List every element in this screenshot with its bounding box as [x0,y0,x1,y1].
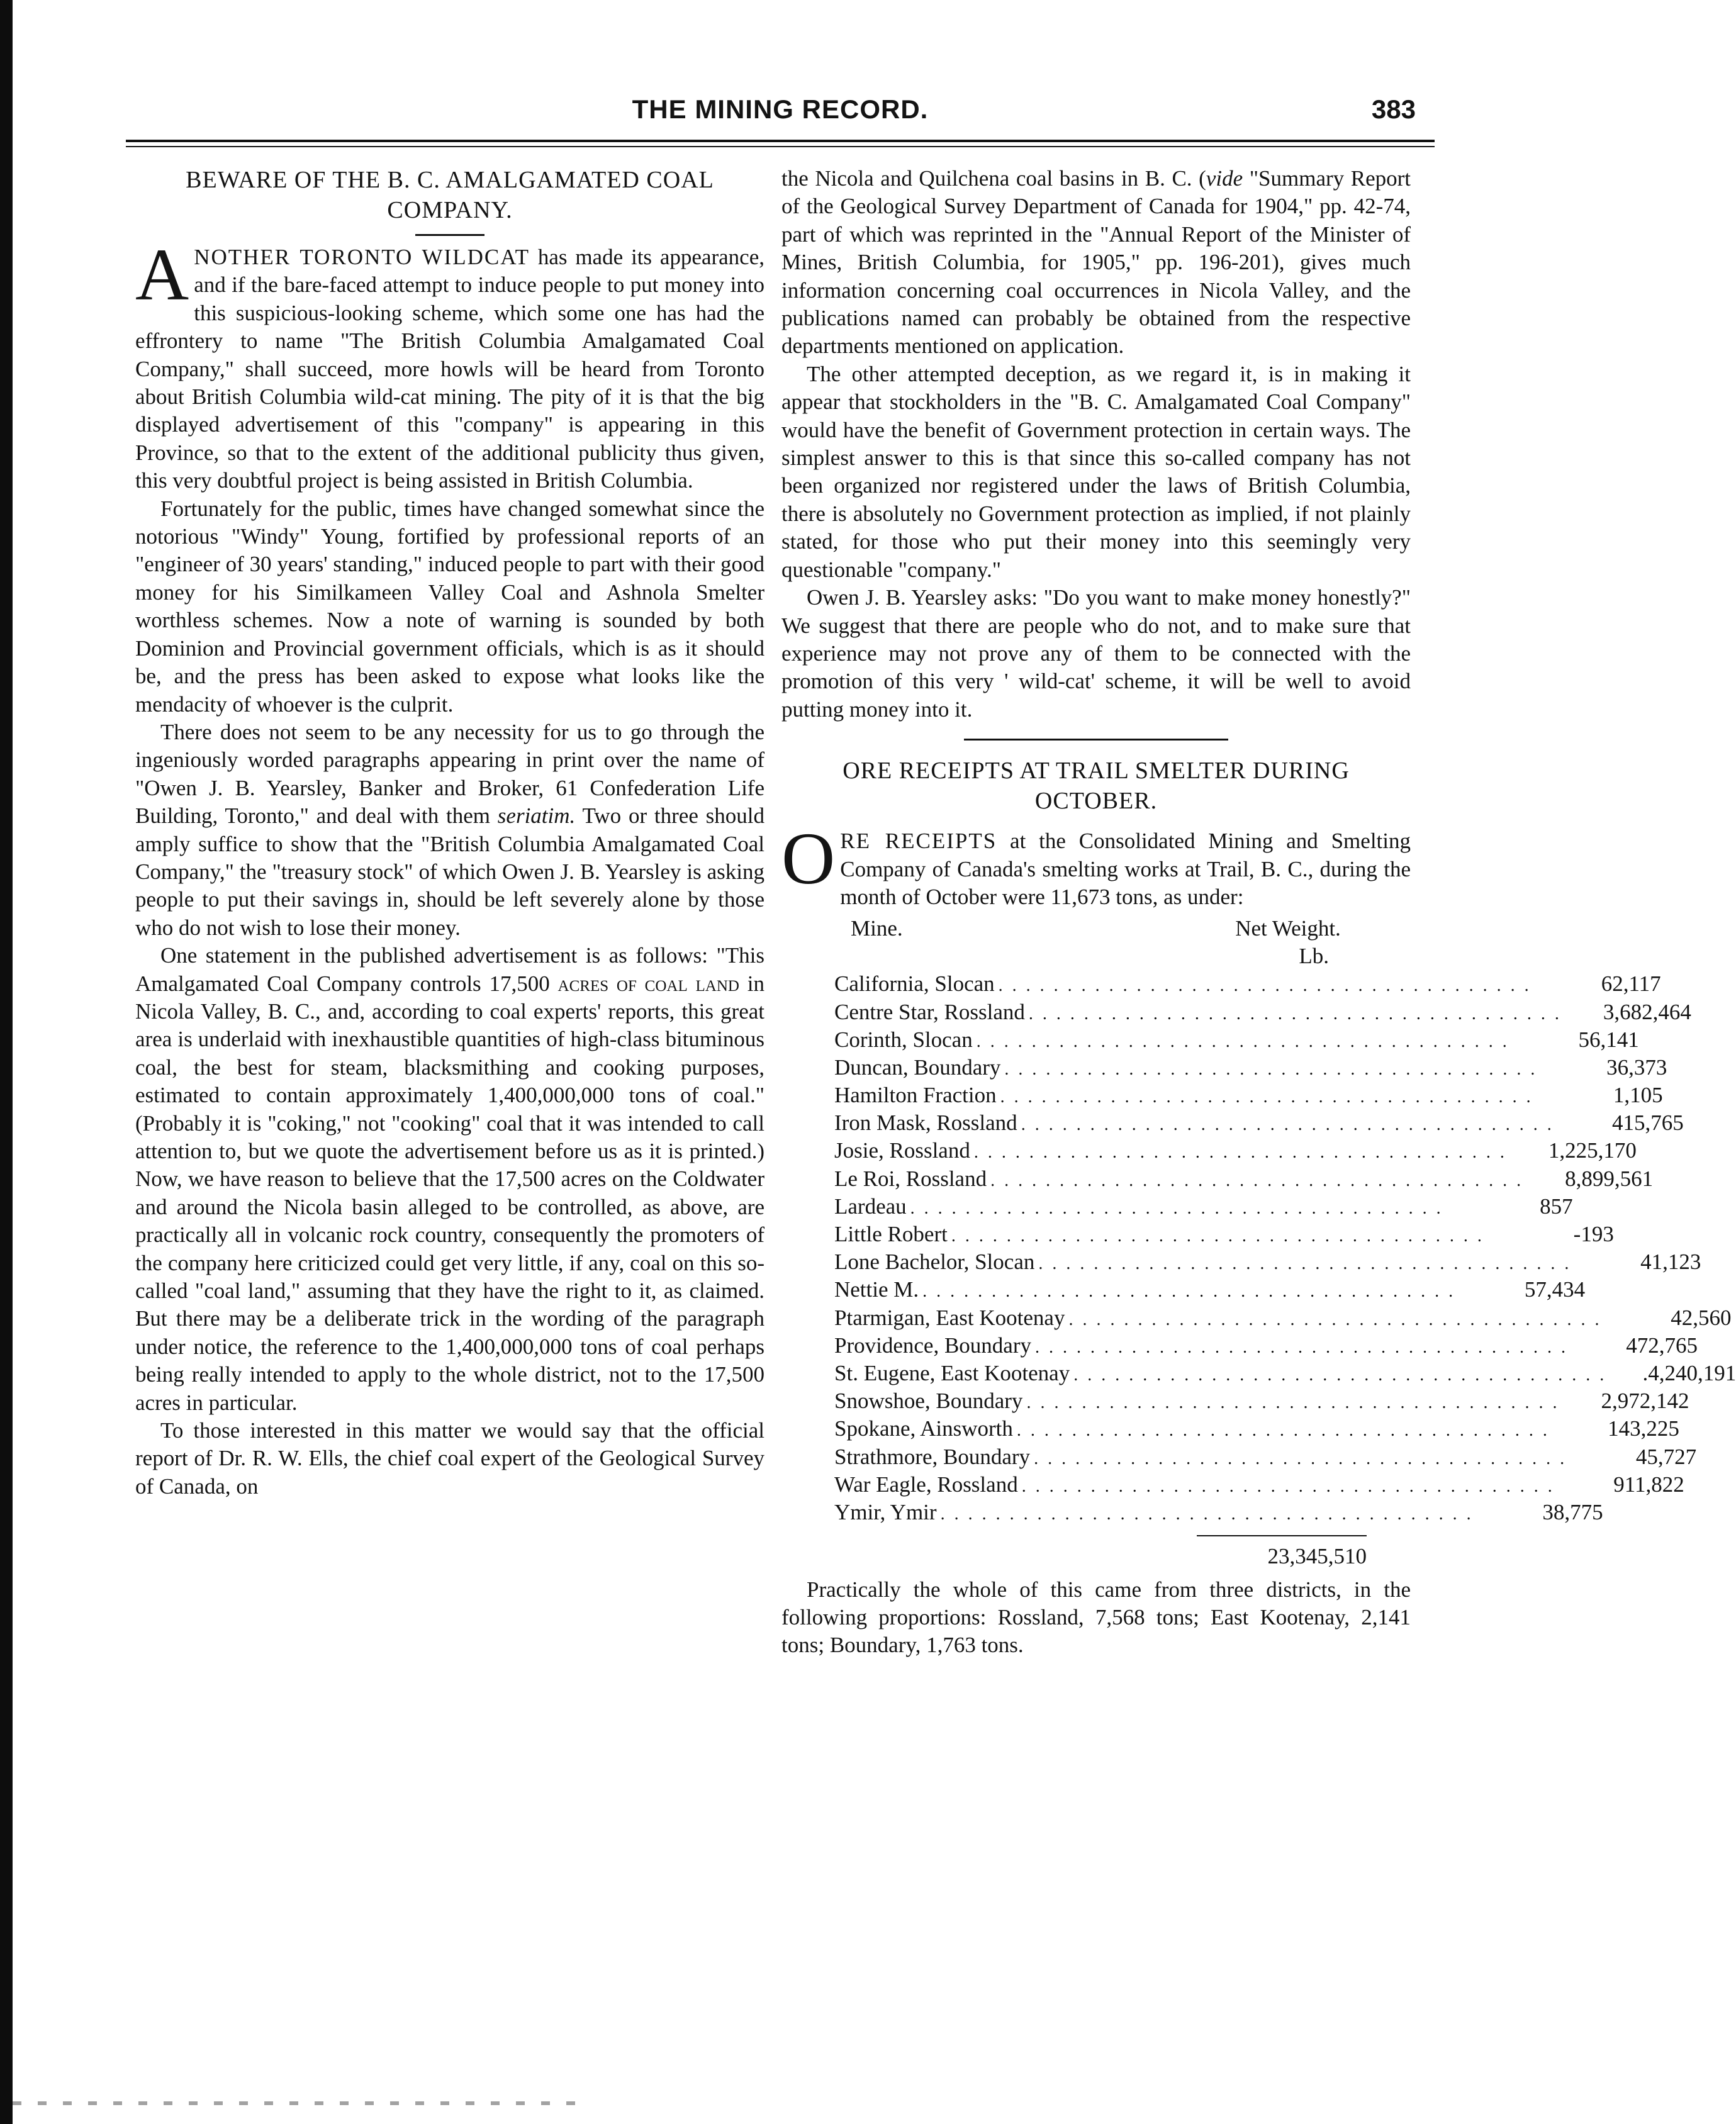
table-row [781,1082,1663,1109]
table-row [781,1137,1637,1165]
net-weight: 143,225 [1608,1416,1679,1441]
paragraph-text: Two or three should amply suffice to show that the "British Columbia Amalgamated Coal Company," the "treasury stock" of which Owen J. B. Yearsley is asking people to put their savings in, should be left severely alone by those who do not wish to lose their money. [135,803,764,940]
article-headline: BEWARE OF THE B. C. AMALGAMATED COAL COMPANY. [186,167,714,223]
article-paragraph [135,233,764,495]
mine-name: Corinth, Slocan [834,1027,973,1052]
mine-name: Lone Bachelor, Slocan [834,1249,1035,1275]
headline-rule [415,234,484,236]
lead-in: NOTHER TORONTO WILDCAT [194,245,530,269]
mine-name: California, Slocan [834,971,995,997]
article-paragraph: Fortunately for the public, times have changed somewhat since the notorious "Windy" Young, fortified by professional reports of an "engineer of 30 years' standing," induced people to part with their good money for his Similkameen Valley Coal and Ashnola Smelter worthless schemes. Now a note of warning is sounded by both Dominion and Provincial government officials, which is as it should be, and the press has been asked to expose what looks like the mendacity of whoever is the culprit. [135,496,764,717]
running-title: THE MINING RECORD. [632,94,929,124]
mine-name: Spokane, Ainsworth [834,1416,1013,1441]
dot-leader: . . . . . . . . . . . . . . . . . . . . . . . . . . . . . . . . . . . . . . . [998,976,1532,996]
dot-leader: . . . . . . . . . . . . . . . . . . . . . . . . . . . . . . . . . . . . . . . [1038,1254,1572,1274]
dot-leader: . . . . . . . . . . . . . . . . . . . . . . . . . . . . . . . . . . . . . . . [1073,1365,1607,1385]
net-weight: 911,822 [1613,1472,1684,1497]
net-weight: 56,141 [1578,1027,1639,1052]
lead-in: RE RECEIPTS [840,829,997,854]
mine-name: Hamilton Fraction [834,1083,997,1108]
mine-name: Le Roi, Rossland [834,1166,987,1191]
dot-leader: . . . . . . . . . . . . . . . . . . . . . . . . . . . . . . . . . . . . . . . [1026,1393,1560,1413]
page-header [126,94,1435,138]
table-row [781,1499,1603,1526]
right-column [781,165,1736,1660]
mine-name: Nettie M. [834,1277,919,1302]
dot-leader: . . . . . . . . . . . . . . . . . . . . . . . . . . . . . . . . . . . . . . . [1021,1476,1555,1496]
table-row [781,1193,1573,1221]
drop-cap: O [781,817,836,900]
table-row [781,970,1661,998]
table-total: 23,345,510 [1267,1544,1367,1569]
article-headline: ORE RECEIPTS AT TRAIL SMELTER DURING OCTOBER. [843,757,1350,815]
table-row [781,1387,1689,1415]
table-row [781,1221,1614,1248]
article-paragraph [135,718,764,942]
article-separator [964,739,1228,741]
mine-name: Duncan, Boundary [834,1054,1001,1080]
table-row [781,1109,1684,1137]
net-weight: 57,434 [1524,1277,1586,1302]
header-rule [126,140,1435,147]
dot-leader: . . . . . . . . . . . . . . . . . . . . . . . . . . . . . . . . . . . . . . . [940,1504,1474,1524]
mine-name: Ymir, Ymir [834,1499,937,1524]
table-row [781,1165,1654,1193]
dot-leader: . . . . . . . . . . . . . . . . . . . . . . . . . . . . . . . . . . . . . . . [1000,1087,1533,1107]
column-header-mine: Mine. [851,916,903,941]
net-weight: 8,899,561 [1565,1166,1654,1191]
net-weight: 472,765 [1626,1333,1698,1358]
dot-leader: . . . . . . . . . . . . . . . . . . . . . . . . . . . . . . . . . . . . . . . [1016,1421,1550,1441]
mine-name: Centre Star, Rossland [834,999,1025,1024]
dot-leader: . . . . . . . . . . . . . . . . . . . . . . . . . . . . . . . . . . . . . . . [990,1170,1524,1190]
dot-leader: . . . . . . . . . . . . . . . . . . . . . . . . . . . . . . . . . . . . . . . [1034,1337,1568,1357]
scan-binding-edge [0,0,13,2124]
paragraph-text: There does not seem to be any necessity for us to go through the ingeniously worded paragraphs appearing in print over the name of "Owen J. B. Yearsley, Banker and Broker, 61 Confederation Life Building, Toronto," and deal with them [135,719,764,829]
table-row [781,1248,1701,1276]
paragraph-text: the Nicola and Quilchena coal basins in B. C. ( [781,166,1206,191]
mine-name: St. Eugene, East Kootenay [834,1360,1070,1385]
column-unit: Lb. [1299,944,1329,969]
net-weight: 41,123 [1640,1249,1701,1275]
mine-name: Strathmore, Boundary [834,1444,1031,1469]
table-row [781,1276,1586,1304]
mine-name: Providence, Boundary [834,1333,1031,1358]
net-weight: 1,105 [1613,1083,1663,1108]
mine-name: Iron Mask, Rossland [834,1110,1017,1136]
net-weight: 36,373 [1606,1054,1667,1080]
ore-receipts-table [781,915,1736,1570]
dot-leader: . . . . . . . . . . . . . . . . . . . . . . . . . . . . . . . . . . . . . . . [1004,1059,1538,1079]
total-rule [1197,1535,1367,1536]
dot-leader: . . . . . . . . . . . . . . . . . . . . . . . . . . . . . . . . . . . . . . . [976,1031,1509,1051]
net-weight: 2,972,142 [1601,1389,1689,1414]
table-row [781,1026,1639,1054]
mine-name: War Eagle, Rossland [834,1472,1018,1497]
article-paragraph: Practically the whole of this came from three districts, in the following proportions: Rossland, 7,568 tons; East Kootenay, 2,141 tons; Boundary, 1,763 tons. [781,1577,1411,1658]
dot-leader: . . . . . . . . . . . . . . . . . . . . . . . . . . . . . . . . . . . . . . . [951,1226,1484,1246]
paragraph-text: has made its appearance, and if the bare-faced attempt to induce people to put money into this suspicious-looking scheme, which some one has had the effrontery to name "The British Columbia Amalgamated Coal Company," shall succeed, more howls will be heard from Toronto about British Columbia wild-cat mining. The pity of it is that the big displayed advertisement of this "company" is appearing in this Province, so that to the extent of the additional publicity thus given, this very doubtful project is being assisted in British Columbia. [135,245,764,493]
table-header [781,915,1411,942]
table-row [781,998,1691,1026]
italic-text: vide [1206,166,1243,191]
drop-cap: A [135,233,189,316]
table-body [781,970,1736,1526]
mine-name: Snowshoe, Boundary [834,1389,1023,1414]
dot-leader: . . . . . . . . . . . . . . . . . . . . . . . . . . . . . . . . . . . . . . . [910,1198,1443,1218]
italic-text: seriatim. [497,803,576,829]
paragraph-text: at the Consolidated Mining and Smelting Company of Canada's smelting works at Trail, B. C., during the month of October were 11,673 tons, as under: [840,829,1411,909]
mine-name: Ptarmigan, East Kootenay [834,1305,1065,1330]
table-row [781,1304,1732,1332]
paragraph-text: in Nicola Valley, B. C., and, according to coal experts' reports, this great area is underlaid with inexhaustible quantities of high-class bituminous coal, the best for steam, blacksmithing and cooking purposes, estimated to contain approximately 1,400,000,000 tons of coal." (Probably it is "coking," not "cooking" coal that it was intended to call attention to, but we quote the advertisement before us as it is printed.) Now, we have reason to believe that the 17,500 acres on the Coldwater and around the Nicola basin alleged to be controlled, as above, are practically all in volcanic rock country, consequently the promoters of the company here criticized could get very little, if any, coal on this so-called "coal land," assuming that they have the right to it, as claimed. But there may be a deliberate trick in the wording of the paragraph under notice, the reference to the 1,400,000,000 tons of coal perhaps being really intended to apply to the whole district, not to the 17,500 acres in particular. [135,971,765,1415]
mine-name: Little Robert [834,1222,948,1247]
net-weight: 62,117 [1601,971,1661,997]
dot-leader: . . . . . . . . . . . . . . . . . . . . . . . . . . . . . . . . . . . . . . . [1034,1448,1567,1468]
net-weight: .4,240,191 [1642,1360,1736,1385]
net-weight: 415,765 [1611,1110,1684,1136]
mine-name: Josie, Rossland [834,1138,970,1163]
small-caps-text: acres of coal land [557,971,739,996]
dot-leader: . . . . . . . . . . . . . . . . . . . . . . . . . . . . . . . . . . . . . . . [973,1143,1507,1163]
mine-name: Lardeau [834,1193,907,1219]
table-row [781,1054,1667,1082]
column-header-weight: Net Weight. [1235,916,1341,941]
net-weight: 38,775 [1542,1499,1603,1524]
net-weight: -193 [1573,1222,1614,1247]
net-weight: 1,225,170 [1548,1138,1637,1163]
article-paragraph: To those interested in this matter we would say that the official report of Dr. R. W. Ells, the chief coal expert of the Geological Survey of Canada, on [135,1418,764,1499]
article-paragraph [135,942,764,1417]
article-paragraph [781,817,1411,911]
article-paragraph: The other attempted deception, as we regard it, is in making it appear that stockholders in the "B. C. Amalgamated Coal Company" would have the benefit of Government protection in certain ways. The simplest answer to this is that since this so-called company has not been organized nor registered under the laws of British Columbia, there is absolutely no Government protection as implied, if not plainly stated, for those who put their money into this seemingly very questionable "company." [781,361,1411,582]
left-column [135,165,764,1501]
paragraph-text: "Summary Report of the Geological Survey Department of Canada for 1904," pp. 42-74, part of which was reprinted in the "Annual Report of the Minister of Mines, British Columbia, for 1905," pp. 196-201), gives much information concerning coal occurrences in Nicola Valley, and the publications named can probably be obtained from the respective departments mentioned on application. [781,166,1411,359]
net-weight: 857 [1540,1193,1573,1219]
dot-leader: . . . . . . . . . . . . . . . . . . . . . . . . . . . . . . . . . . . . . . . [1021,1115,1554,1135]
table-row [781,1471,1684,1499]
page-number: 383 [1371,94,1416,124]
table-row [781,1360,1736,1387]
net-weight: 42,560 [1671,1305,1732,1330]
dot-leader: . . . . . . . . . . . . . . . . . . . . . . . . . . . . . . . . . . . . . . . [922,1282,1456,1302]
dot-leader: . . . . . . . . . . . . . . . . . . . . . . . . . . . . . . . . . . . . . . . [1068,1309,1602,1329]
table-row [781,1443,1697,1471]
article-paragraph [781,165,1411,361]
net-weight: 45,727 [1635,1444,1697,1469]
table-row [781,1415,1679,1443]
scan-noise [13,2101,579,2105]
table-row [781,1332,1698,1360]
article-paragraph: Owen J. B. Yearsley asks: "Do you want to make money honestly?" We suggest that there are people who do not, and to make sure that experience may not prove any of them to be connected with the promotion of this very ' wild-cat' scheme, it will be well to avoid putting money into it. [781,585,1411,722]
net-weight: 3,682,464 [1603,999,1691,1024]
dot-leader: . . . . . . . . . . . . . . . . . . . . . . . . . . . . . . . . . . . . . . . [1028,1003,1562,1024]
paragraph-text: One statement in the published advertisement is as follows: "This Amalgamated Coal Company controls 17,500 [135,943,764,996]
